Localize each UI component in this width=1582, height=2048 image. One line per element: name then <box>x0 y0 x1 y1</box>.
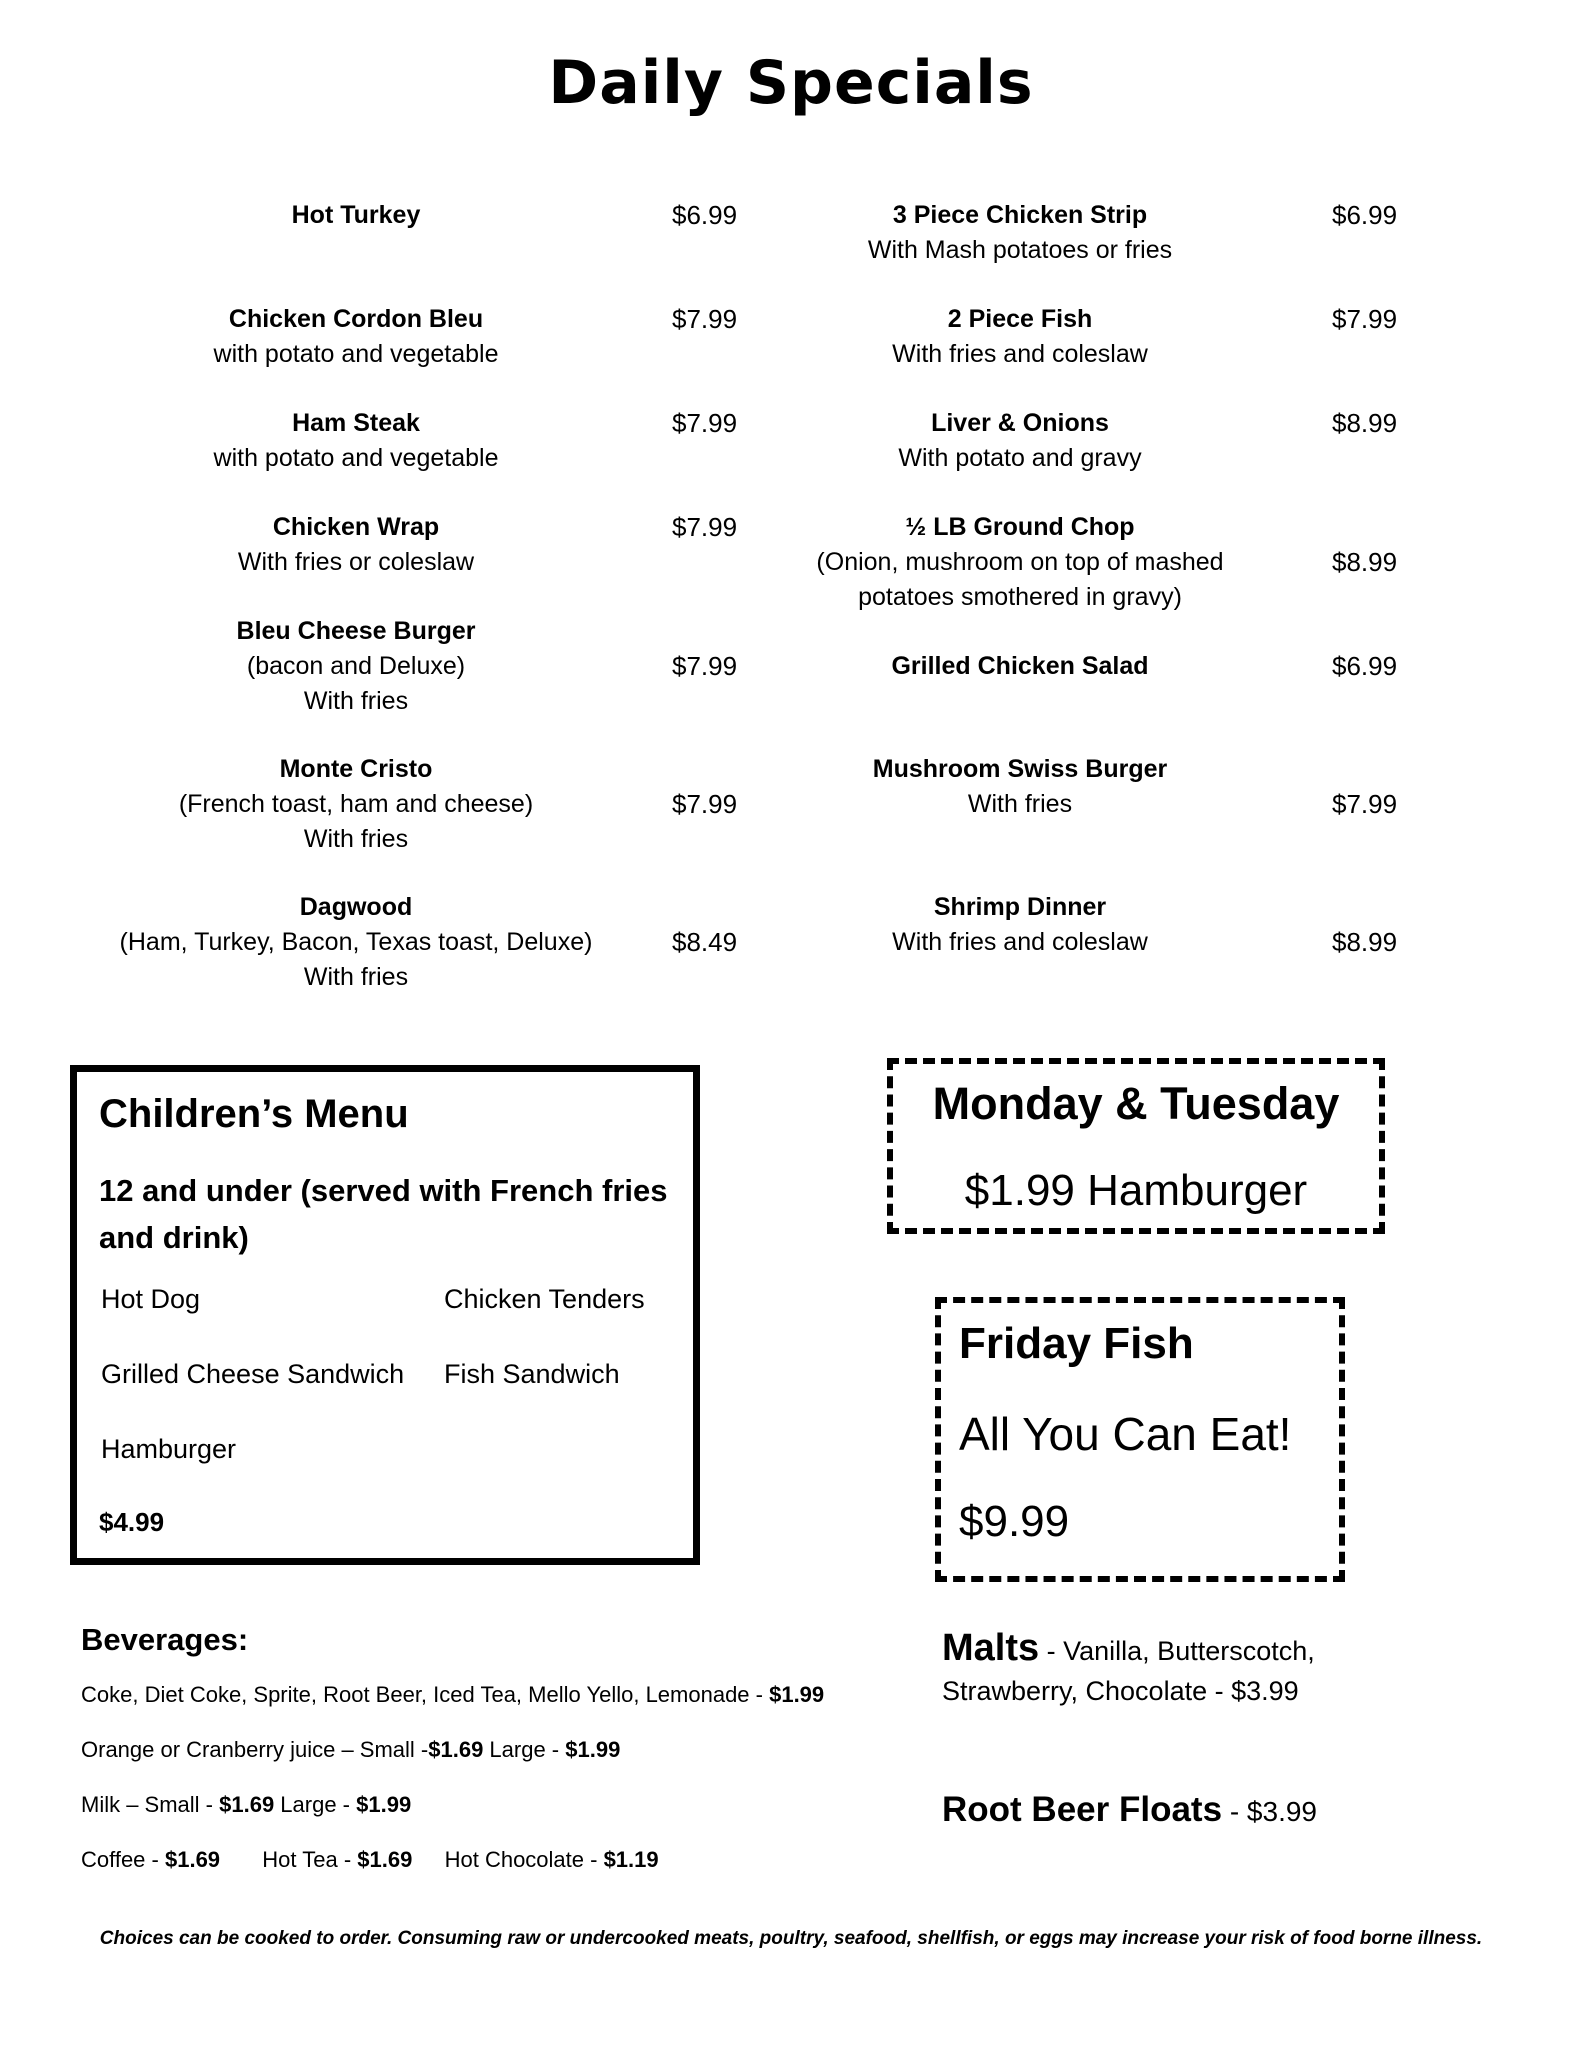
root-beer-floats-section <box>942 1790 1317 1830</box>
item-name: Shrimp Dinner <box>933 893 1107 921</box>
beverage-text: Coke, Diet Coke, Sprite, Root Beer, Iced Tea, Mello Yello, Lemonade - <box>81 1682 770 1707</box>
item-price: $7.99 <box>1332 304 1398 334</box>
beverage-text: Coffee - <box>81 1847 165 1872</box>
kids-item-fish-sandwich: Fish Sandwich <box>444 1359 620 1389</box>
beverage-line-hot-drinks <box>81 1847 659 1873</box>
friday-fish-price: $9.99 <box>959 1497 1070 1546</box>
beverage-text: Hot Chocolate - <box>444 1847 604 1872</box>
root-beer-floats-price: - $3.99 <box>1222 1796 1317 1827</box>
beverage-price: $1.99 <box>769 1682 825 1707</box>
menu-item-2-piece-fish <box>770 302 1270 372</box>
beverage-text: Large - <box>274 1792 357 1817</box>
item-description: With fries <box>303 687 409 715</box>
item-description: potatoes smothered in gravy) <box>858 583 1182 611</box>
beverage-line-juice <box>81 1737 620 1763</box>
childrens-menu-box <box>70 1065 700 1565</box>
item-name: Grilled Chicken Salad <box>891 652 1149 680</box>
childrens-menu-subtitle: 12 and under (served with French fries and drink) <box>99 1173 668 1255</box>
item-description: With fries <box>303 825 409 853</box>
kids-item-chicken-tenders: Chicken Tenders <box>444 1284 645 1314</box>
item-price: $7.99 <box>1332 789 1398 819</box>
item-name: Chicken Cordon Bleu <box>228 305 484 333</box>
menu-item-mushroom-swiss-burger <box>770 752 1270 822</box>
menu-item-ham-steak <box>106 406 606 476</box>
item-price: $7.99 <box>672 651 738 681</box>
menu-item-grilled-chicken-salad <box>770 649 1270 684</box>
malts-section <box>942 1628 1362 1711</box>
beverage-price: $1.19 <box>603 1847 659 1872</box>
item-name: Bleu Cheese Burger <box>236 617 476 645</box>
item-name: ½ LB Ground Chop <box>905 513 1135 541</box>
item-name: Monte Cristo <box>279 755 433 783</box>
root-beer-floats-title: Root Beer Floats <box>942 1790 1223 1829</box>
item-description: (bacon and Deluxe) <box>246 652 466 680</box>
item-description: (Onion, mushroom on top of mashed <box>816 548 1224 576</box>
menu-item-bleu-cheese-burger <box>106 614 606 719</box>
item-price: $8.99 <box>1332 547 1398 577</box>
item-name: Ham Steak <box>292 409 420 437</box>
item-price: $8.99 <box>1332 927 1398 957</box>
item-price: $8.99 <box>1332 408 1398 438</box>
childrens-menu-price: $4.99 <box>99 1507 165 1537</box>
malts-description: - Vanilla, Butterscotch, Strawberry, Chocolate - $3.99 <box>942 1636 1315 1706</box>
item-name: Mushroom Swiss Burger <box>872 755 1168 783</box>
item-price: $6.99 <box>1332 200 1398 230</box>
beverage-price: $1.99 <box>356 1792 412 1817</box>
item-name: 2 Piece Fish <box>947 305 1093 333</box>
item-price: $8.49 <box>672 927 738 957</box>
monday-tuesday-title: Monday & Tuesday <box>932 1078 1340 1129</box>
item-description: with potato and vegetable <box>213 340 499 368</box>
friday-fish-title: Friday Fish <box>959 1319 1194 1368</box>
item-description: with potato and vegetable <box>213 444 499 472</box>
menu-item-chicken-cordon-bleu <box>106 302 606 372</box>
item-description: With fries and coleslaw <box>892 928 1148 956</box>
beverage-price: $1.69 <box>357 1847 413 1872</box>
menu-item-liver-onions <box>770 406 1270 476</box>
menu-item-shrimp-dinner <box>770 890 1270 960</box>
beverage-line-milk <box>81 1792 411 1818</box>
item-price: $6.99 <box>1332 651 1398 681</box>
beverage-text: Milk – Small - <box>81 1792 220 1817</box>
item-description: With Mash potatoes or fries <box>867 236 1173 264</box>
menu-item-monte-cristo <box>106 752 606 857</box>
menu-item-3-piece-chicken-strip <box>770 198 1270 268</box>
kids-item-hamburger: Hamburger <box>101 1434 237 1464</box>
item-price: $7.99 <box>672 304 738 334</box>
beverage-price: $1.69 <box>164 1847 221 1872</box>
malts-title: Malts <box>942 1627 1040 1669</box>
item-description: (Ham, Turkey, Bacon, Texas toast, Deluxe) <box>119 928 593 956</box>
item-name: Chicken Wrap <box>272 513 440 541</box>
item-price: $7.99 <box>672 408 738 438</box>
menu-item-hot-turkey <box>106 198 606 233</box>
item-name: Liver & Onions <box>931 409 1109 437</box>
beverage-line-soda <box>81 1682 824 1708</box>
item-description: With fries <box>967 790 1073 818</box>
menu-item-chicken-wrap <box>106 510 606 580</box>
item-price: $7.99 <box>672 512 738 542</box>
beverages-title: Beverages: <box>81 1622 249 1657</box>
item-name: Dagwood <box>299 893 413 921</box>
menu-item-dagwood <box>96 890 616 995</box>
item-description: With fries or coleslaw <box>237 548 475 576</box>
item-description: With fries and coleslaw <box>892 340 1148 368</box>
beverage-text: Large - <box>483 1737 566 1762</box>
kids-item-hot-dog: Hot Dog <box>101 1284 201 1314</box>
beverage-price: $1.69 <box>428 1737 484 1762</box>
beverage-price: $1.69 <box>219 1792 275 1817</box>
friday-fish-special-box <box>935 1297 1345 1582</box>
friday-fish-offer: All You Can Eat! <box>959 1408 1292 1460</box>
kids-item-grilled-cheese: Grilled Cheese Sandwich <box>101 1359 405 1389</box>
beverage-text: Orange or Cranberry juice – Small - <box>81 1737 429 1762</box>
item-description: (French toast, ham and cheese) <box>178 790 534 818</box>
item-description: With fries <box>303 963 409 991</box>
item-name: 3 Piece Chicken Strip <box>892 201 1148 229</box>
beverage-text: Hot Tea - <box>262 1847 358 1872</box>
beverage-price: $1.99 <box>565 1737 621 1762</box>
item-price: $6.99 <box>672 200 738 230</box>
menu-item-ground-chop <box>770 510 1270 615</box>
item-name: Hot Turkey <box>291 201 421 229</box>
monday-tuesday-special-box <box>887 1058 1385 1234</box>
childrens-menu-title: Children’s Menu <box>99 1092 409 1136</box>
item-price: $7.99 <box>672 789 738 819</box>
monday-tuesday-offer: $1.99 Hamburger <box>964 1166 1308 1215</box>
page-title: Daily Specials <box>548 48 1034 118</box>
item-description: With potato and gravy <box>898 444 1142 472</box>
food-safety-disclaimer: Choices can be cooked to order. Consuming raw or undercooked meats, poultry, seafood, shellfish, or eggs may increase your risk of food borne illness. <box>99 1928 1483 1949</box>
